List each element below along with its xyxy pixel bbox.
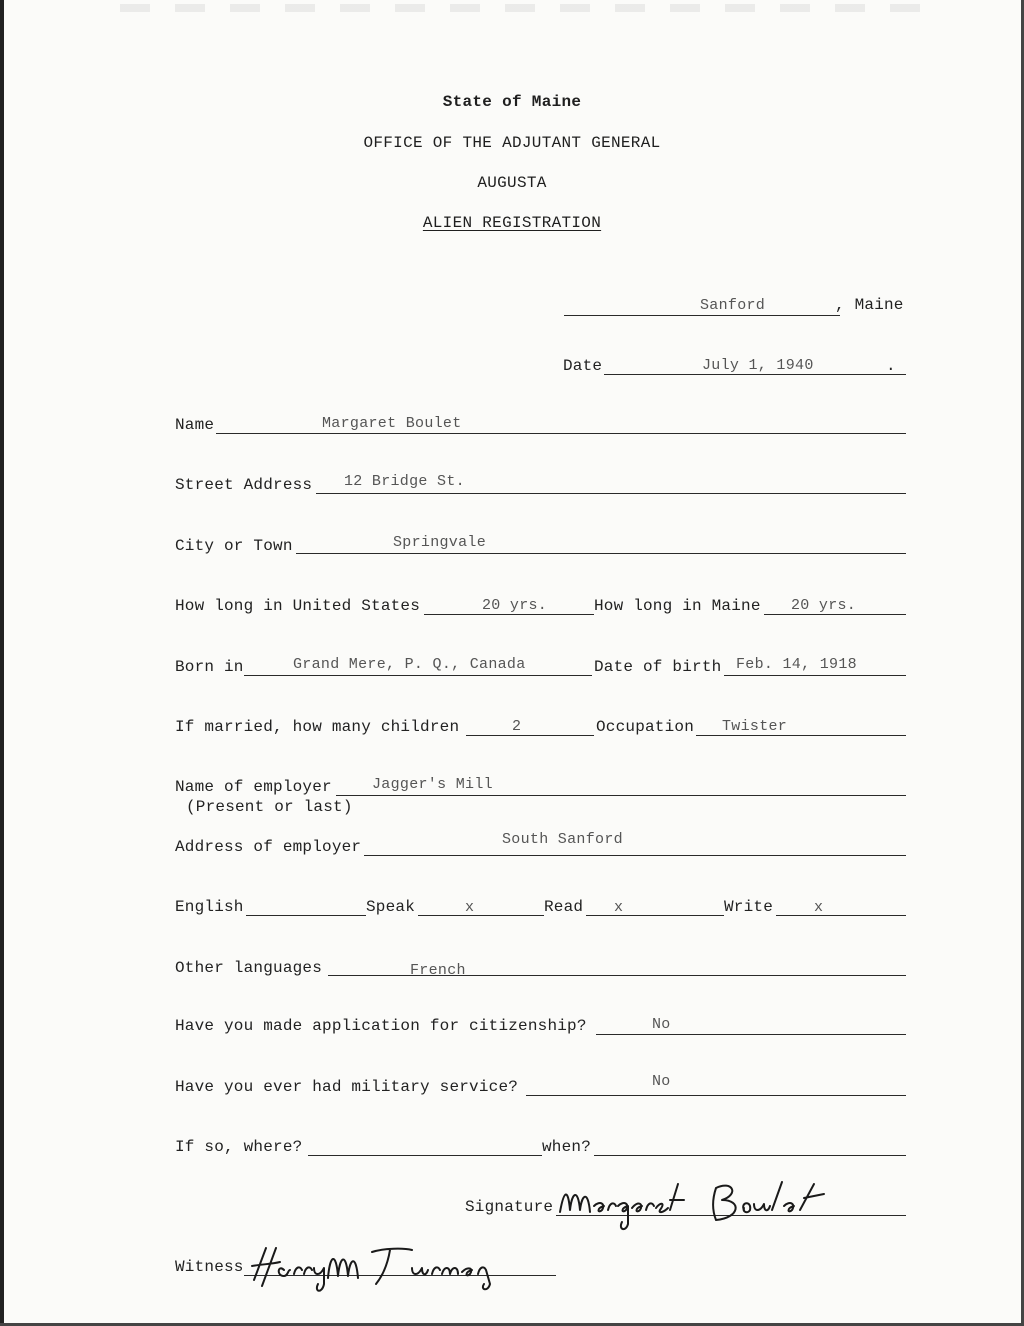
where-line [308,1155,542,1156]
employer-sublabel: (Present or last) [186,798,353,816]
military-line [526,1095,906,1096]
read-value: x [614,899,624,916]
street-value: 12 Bridge St. [344,473,465,490]
office-heading: OFFICE OF THE ADJUTANT GENERAL [363,134,661,152]
years-us-line [424,614,594,615]
city-value: Springvale [393,534,487,551]
state-heading: State of Maine [442,93,582,111]
years-us-value: 20 yrs. [482,597,548,614]
employer-address-label: Address of employer [175,838,362,856]
born-in-line [244,675,592,676]
when-line [594,1155,906,1156]
date-line [604,374,906,375]
where-label: If so, where? [175,1138,303,1156]
name-label: Name [175,416,215,434]
city-heading: AUGUSTA [477,174,547,192]
date-label: Date [563,357,603,375]
birth-date-label: Date of birth [594,658,722,676]
english-label: English [175,898,244,916]
write-label: Write [724,898,774,916]
children-value: 2 [512,718,522,735]
years-maine-label: How long in Maine [594,597,761,615]
city-label: City or Town [175,537,293,555]
birth-date-value: Feb. 14, 1918 [736,656,857,673]
scan-edge-left [0,0,4,1326]
employer-label: Name of employer [175,778,332,796]
form-title: ALIEN REGISTRATION [422,214,602,232]
read-label: Read [544,898,584,916]
witness-handwriting [244,1240,534,1300]
years-maine-value: 20 yrs. [791,597,857,614]
speak-line [418,915,544,916]
name-line [216,433,906,434]
read-line [586,915,724,916]
town-value: Sanford [700,297,766,314]
speak-label: Speak [366,898,416,916]
occupation-label: Occupation [596,718,695,736]
date-value: July 1, 1940 [702,357,814,374]
when-label: when? [542,1138,592,1156]
signature-handwriting [556,1176,856,1236]
citizenship-line [596,1034,906,1035]
years-maine-line [764,614,906,615]
signature-label: Signature [465,1198,554,1216]
birth-date-line [724,675,906,676]
children-line [466,735,594,736]
military-value: No [652,1073,671,1090]
occupation-value: Twister [722,718,788,735]
witness-label: Witness [175,1258,244,1276]
city-line [296,553,906,554]
write-line [776,915,906,916]
years-us-label: How long in United States [175,597,421,615]
born-in-label: Born in [175,658,244,676]
citizenship-value: No [652,1016,671,1033]
english-line [246,915,366,916]
employer-address-line [364,855,906,856]
bleed-through [120,4,940,12]
date-period: . [886,357,896,375]
employer-value: Jagger's Mill [372,776,493,793]
street-label: Street Address [175,476,313,494]
street-line [316,493,906,494]
other-languages-label: Other languages [175,959,323,977]
speak-value: x [465,899,475,916]
employer-line [336,795,906,796]
write-value: x [814,899,824,916]
citizenship-label: Have you made application for citizenship? [175,1017,587,1035]
employer-address-value: South Sanford [502,831,623,848]
name-value: Margaret Boulet [322,415,462,432]
occupation-line [696,735,906,736]
town-line [564,315,840,316]
other-languages-value: French [410,962,466,979]
born-in-value: Grand Mere, P. Q., Canada [293,656,526,673]
state-suffix: , Maine [835,296,904,314]
children-label: If married, how many children [175,718,460,736]
military-label: Have you ever had military service? [175,1078,519,1096]
